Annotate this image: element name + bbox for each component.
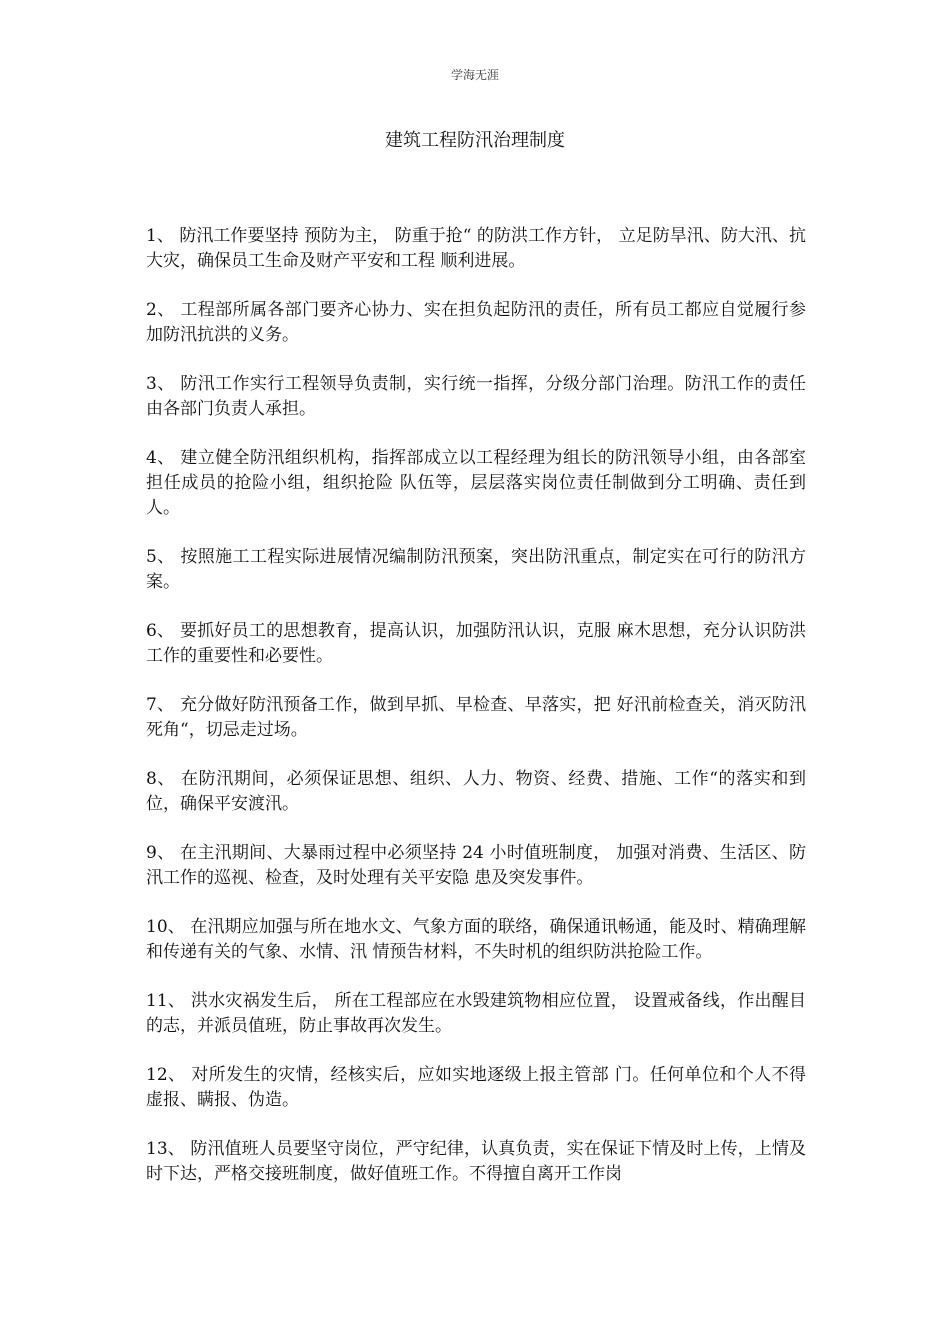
paragraph-8: 8、 在防汛期间，必须保证思想、组织、人力、物资、经费、措施、工作“的落实和到位，确保平安渡汛。 (146, 769, 806, 814)
paragraph-9: 9、 在主汛期间、大暴雨过程中必须坚持 24 小时值班制度， 加强对消费、生活区、防汛工作的巡视、检查，及时处理有关平安隐 患及突发事件。 (146, 843, 806, 888)
document-body (146, 224, 806, 1211)
paragraph-11: 11、 洪水灾祸发生后， 所在工程部应在水毁建筑物相应位置， 设置戒备线，作出醒目的志，并派员值班，防止事故再次发生。 (146, 991, 806, 1036)
paragraph-13: 13、 防汛值班人员要坚守岗位，严守纪律，认真负责，实在保证下情及时上传，上情及时下达，严格交接班制度，做好值班工作。不得擅自离开工作岗 (146, 1139, 806, 1184)
paragraph-7: 7、 充分做好防汛预备工作，做到早抓、早检查、早落实，把 好汛前检查关，消灭防汛死角“，切忌走过场。 (146, 695, 806, 740)
paragraph-6: 6、 要抓好员工的思想教育，提高认识，加强防汛认识，克服 麻木思想，充分认识防洪工作的重要性和必要性。 (146, 621, 806, 666)
document-title: 建筑工程防汛治理制度 (385, 130, 565, 151)
paragraph-4: 4、 建立健全防汛组织机构，指挥部成立以工程经理为组长的防汛领导小组，由各部室担任成员的抢险小组，组织抢险 队伍等，层层落实岗位责任制做到分工明确、责任到人。 (146, 448, 806, 518)
paragraph-1: 1、 防汛工作要坚持 预防为主， 防重于抢“ 的防洪工作方针， 立足防旱汛、防大汛、抗大灾，确保员工生命及财产平安和工程 顺利进展。 (146, 226, 806, 271)
paragraph-10: 10、 在汛期应加强与所在地水文、气象方面的联络，确保通讯畅通，能及时、精确理解和传递有关的气象、水情、汛 情预告材料，不失时机的组织防洪抢险工作。 (146, 917, 806, 962)
page-header: 学海无涯 (450, 68, 499, 82)
paragraph-2: 2、 工程部所属各部门要齐心协力、实在担负起防汛的责任，所有员工都应自觉履行参加防汛抗洪的义务。 (146, 300, 806, 345)
paragraph-5: 5、 按照施工工程实际进展情况编制防汛预案，突出防汛重点，制定实在可行的防汛方案。 (146, 547, 806, 592)
paragraph-12: 12、 对所发生的灾情，经核实后，应如实地逐级上报主管部 门。任何单位和个人不得虚报、瞒报、伪造。 (146, 1065, 806, 1110)
paragraph-3: 3、 防汛工作实行工程领导负责制，实行统一指挥，分级分部门治理。防汛工作的责任由各部门负责人承担。 (146, 374, 806, 419)
